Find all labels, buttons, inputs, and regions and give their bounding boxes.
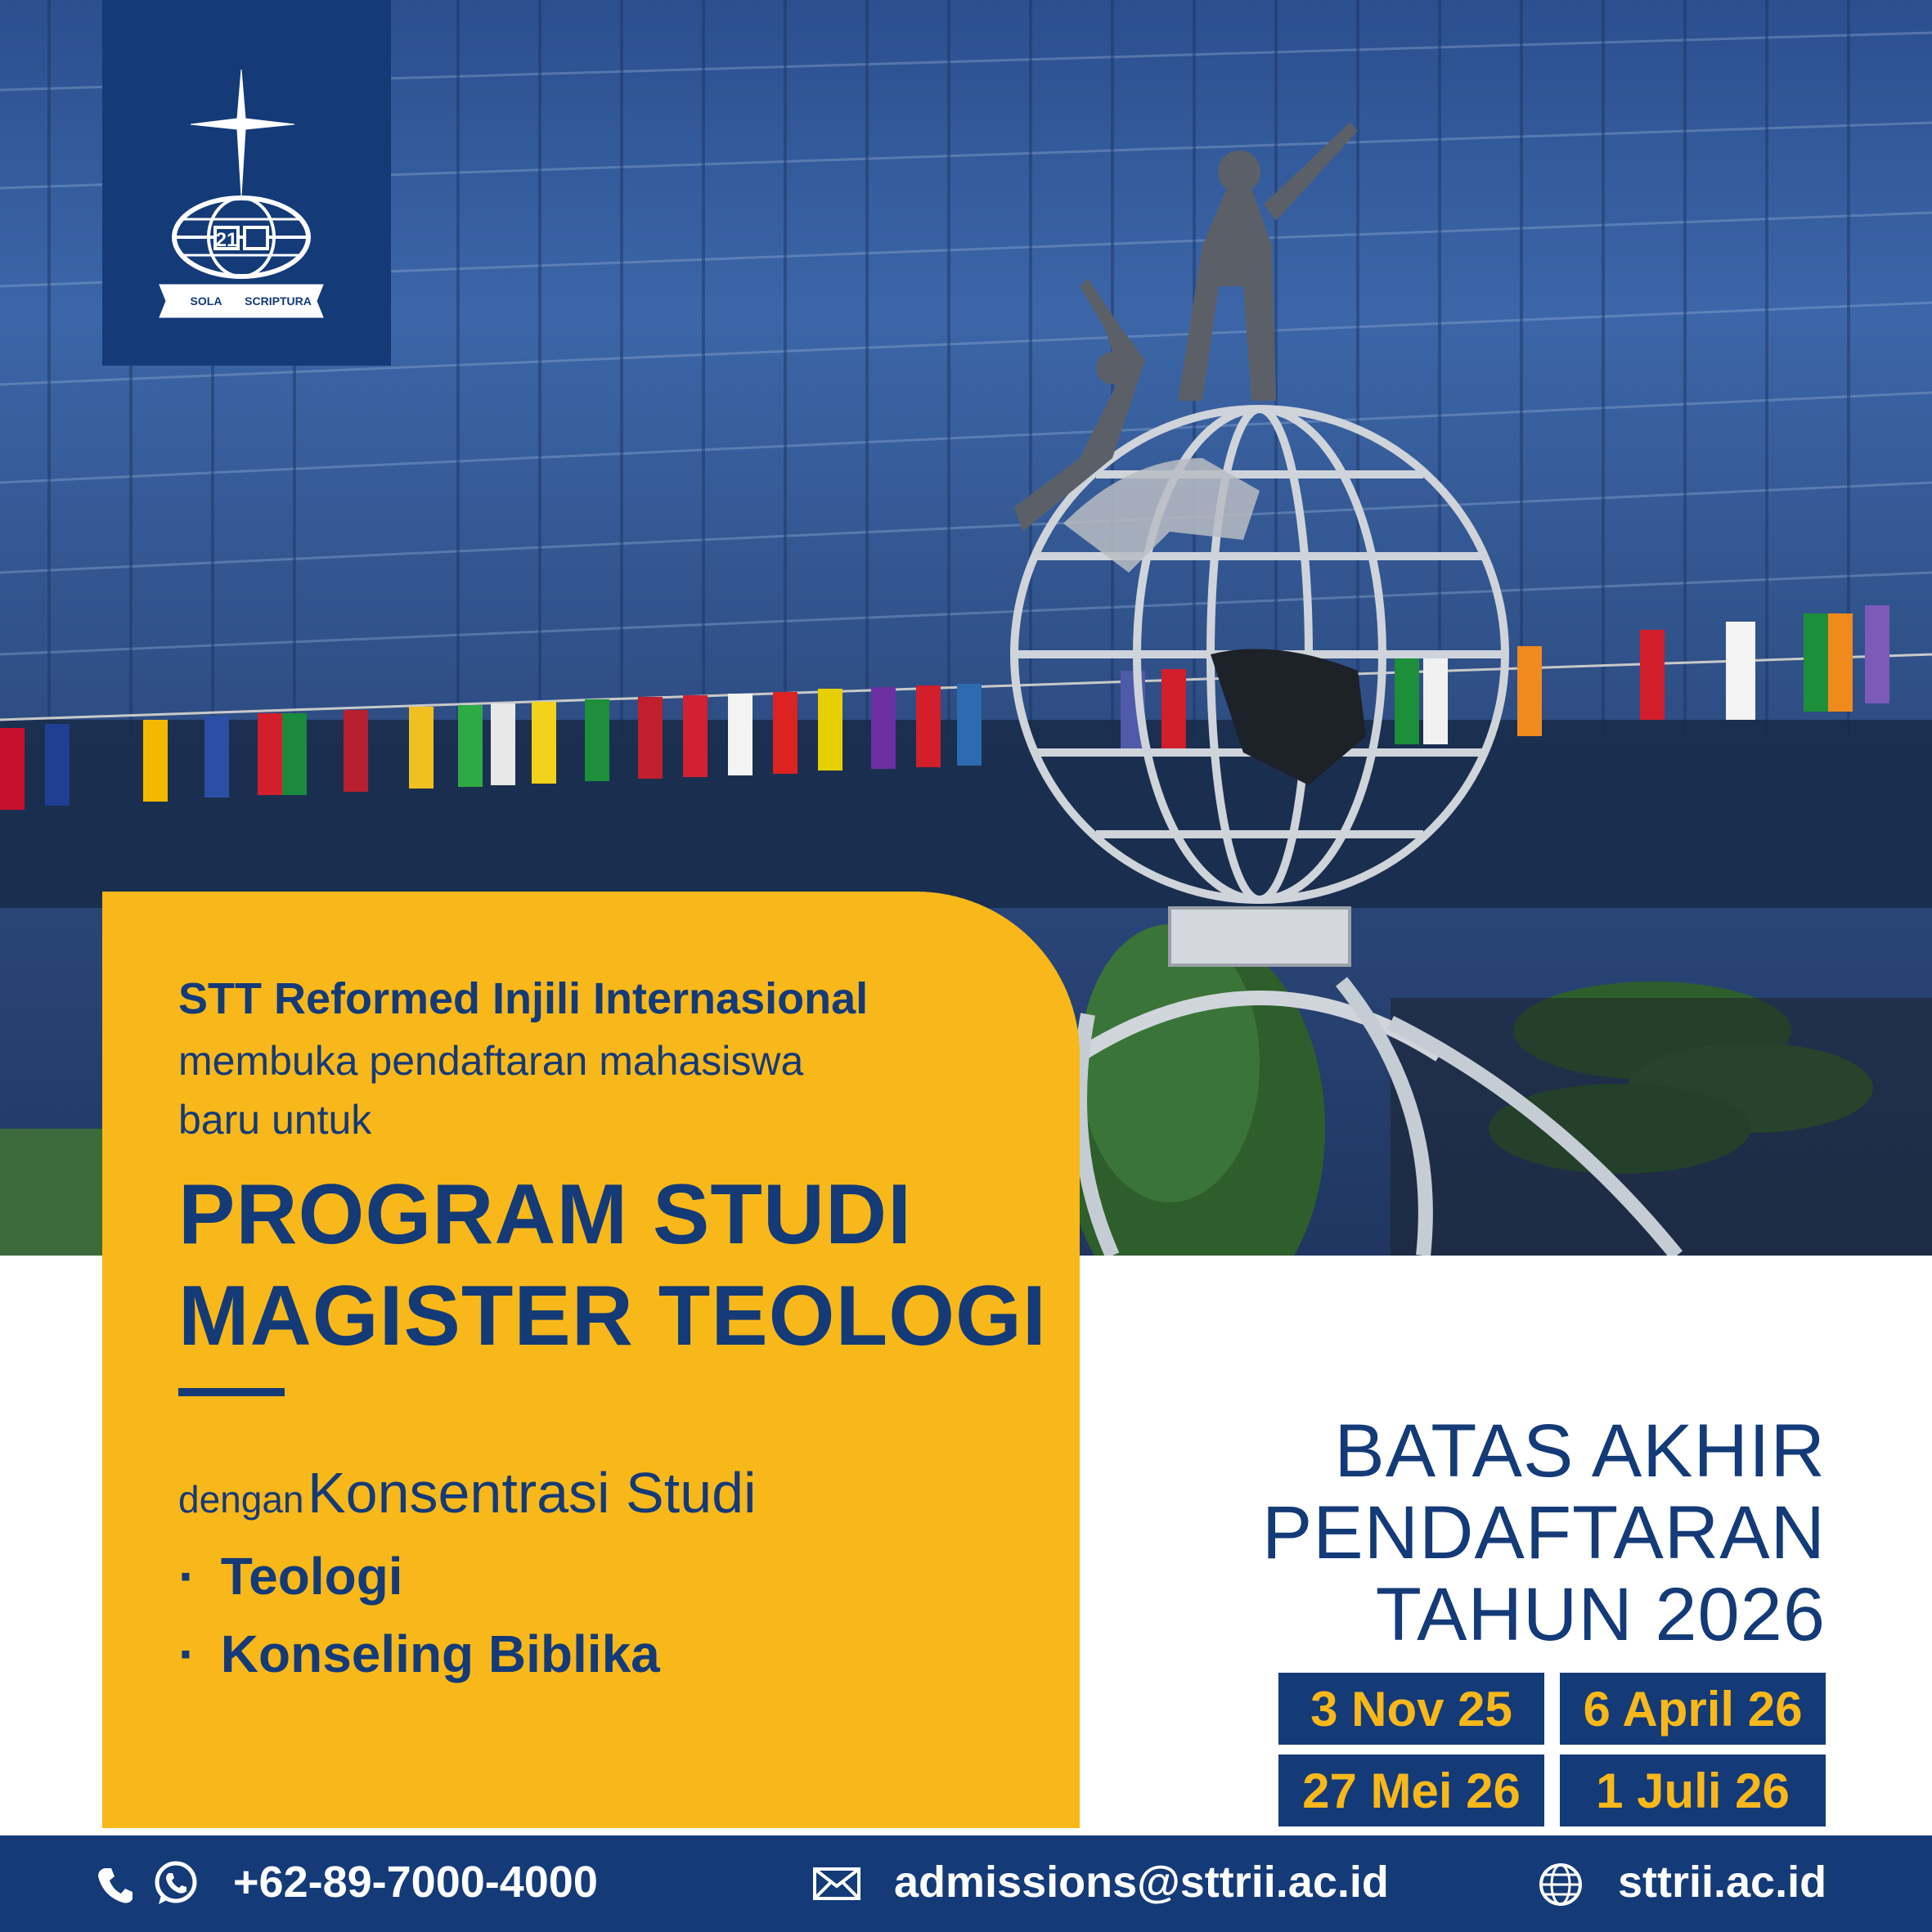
institution-logo [102,0,391,366]
concentration-heading [178,1460,757,1525]
phone-number[interactable]: +62-89-7000-4000 [233,1858,598,1907]
envelope-icon [812,1867,861,1901]
concentration-prefix: dengan [178,1478,304,1521]
intro-line-2: baru untuk [178,1097,372,1143]
whatsapp-icon [152,1860,200,1907]
bullet: · [178,1547,196,1606]
email-address[interactable]: admissions@sttrii.ac.id [894,1858,1389,1907]
concentration-item-label: Teologi [220,1547,403,1606]
logo-banner-left: SOLA [190,294,222,308]
program-title-line-2: MAGISTER TEOLOGI [178,1269,1047,1364]
phone-icon [97,1865,133,1904]
program-title-line-1: PROGRAM STUDI [178,1167,912,1262]
concentration-label: Konsentrasi Studi [307,1461,757,1525]
deadline-date: 6 April 26 [1560,1673,1826,1745]
concentration-item-label: Konseling Biblika [220,1624,660,1683]
cross-globe-logo-icon [102,0,391,366]
deadline-date: 1 Juli 26 [1560,1755,1826,1826]
intro-line-1: membuka pendaftaran mahasiswa [178,1038,804,1084]
deadline-date: 3 Nov 25 [1278,1673,1544,1745]
divider [178,1388,285,1396]
deadline-heading-line-2: PENDAFTARAN [1261,1491,1826,1575]
institution-name: STT Reformed Injili Internasional [178,974,869,1023]
concentration-item [178,1546,403,1606]
bullet: · [178,1624,196,1683]
website-link[interactable]: sttrii.ac.id [1618,1858,1827,1907]
globe-icon [1538,1862,1584,1907]
contact-footer [0,1835,1932,1932]
deadline-date: 27 Mei 26 [1278,1755,1544,1826]
deadline-heading-line-3: TAHUN 2026 [1375,1573,1826,1656]
concentration-item [178,1624,660,1684]
deadline-heading-line-1: BATAS AKHIR [1334,1409,1826,1493]
logo-number: 21 [215,229,238,251]
logo-banner-right: SCRIPTURA [245,294,312,308]
